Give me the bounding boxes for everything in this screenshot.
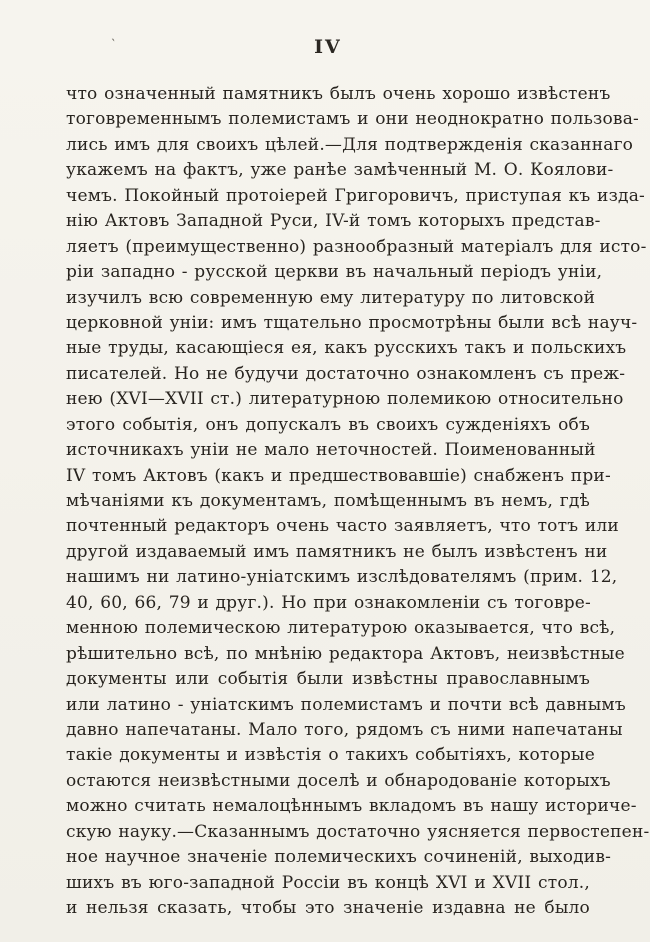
- text-line: тоговременнымъ полемистамъ и они неоднократно пользова-: [66, 109, 639, 130]
- text-line: почтенный редакторъ очень часто заявляетъ, что тотъ или: [66, 516, 619, 537]
- text-line: что означенный памятникъ былъ очень хорошо извѣстенъ: [66, 84, 611, 104]
- text-line: изучилъ всю современную ему литературу по литовской: [66, 287, 596, 308]
- text-line: этого событія, онъ допускалъ въ своихъ сужденіяхъ объ: [66, 414, 590, 435]
- text-line: и нельзя сказать, чтобы это значеніе издавна не было: [66, 898, 590, 918]
- scan-artifact: ˏ: [110, 25, 119, 43]
- text-line: рѣшительно всѣ, по мнѣнію редактора Актовъ, неизвѣстные: [66, 643, 625, 664]
- text-line: IV томъ Актовъ (какъ и предшествовавшіе) снабженъ при-: [66, 465, 611, 486]
- text-line: нію Актовъ Западной Руси, IV-й томъ которыхъ представ-: [66, 211, 601, 232]
- text-line: давно напечатаны. Мало того, рядомъ съ ними напечатаны: [66, 719, 623, 740]
- text-line: церковной уніи: имъ тщательно просмотрѣны были всѣ науч-: [66, 312, 638, 333]
- text-line: лись имъ для своихъ цѣлей.—Для подтвержденія сказаннаго: [66, 134, 634, 155]
- text-line: источникахъ уніи не мало неточностей. Поименованный: [66, 440, 596, 461]
- text-line: можно считать немалоцѣннымъ вкладомъ въ нашу историче-: [66, 796, 637, 817]
- text-line: другой издаваемый имъ памятникъ не былъ извѣстенъ ни: [66, 541, 608, 562]
- text-line: нашимъ ни латино-уніатскимъ изслѣдователямъ (прим. 12,: [66, 567, 618, 588]
- text-line: нею (XVI—XVII ст.) литературною полемикою относительно: [66, 389, 624, 410]
- text-line: укажемъ на фактъ, уже ранѣе замѣченный М. О. Коялови-: [66, 160, 614, 181]
- text-line: шихъ въ юго-западной Россіи въ концѣ XVI и XVII стол.,: [66, 872, 590, 893]
- text-block: [66, 82, 650, 921]
- text-line: 40, 60, 66, 79 и друг.). Но при ознакомленіи съ тоговре-: [66, 592, 591, 613]
- text-line: мѣчаніями къ документамъ, помѣщеннымъ въ немъ, гдѣ: [66, 491, 590, 511]
- text-line: документы или событія были извѣстны православнымъ: [66, 669, 590, 690]
- text-line: ные труды, касающіеся ея, какъ русскихъ такъ и польскихъ: [66, 338, 627, 359]
- page-number: IV: [314, 36, 342, 58]
- text-line: ное научное значеніе полемическихъ сочиненій, выходив-: [66, 847, 612, 868]
- text-line: ріи западно - русской церкви въ начальный періодъ уніи,: [66, 262, 603, 283]
- text-line: менною полемическою литературою оказывается, что всѣ,: [66, 618, 616, 639]
- text-line: чемъ. Покойный протоіерей Григоровичъ, приступая къ изда-: [66, 185, 646, 206]
- text-line: такіе документы и извѣстія о такихъ событіяхъ, которые: [66, 745, 596, 766]
- text-line: писателей. Но не будучи достаточно ознакомленъ съ преж-: [66, 363, 626, 384]
- text-line: скую науку.—Сказаннымъ достаточно уясняется первостепен-: [66, 821, 650, 842]
- text-line: или латино - уніатскимъ полемистамъ и почти всѣ давнымъ: [66, 694, 626, 715]
- text-line: остаются неизвѣстными доселѣ и обнародованіе которыхъ: [66, 770, 611, 791]
- text-line: ляетъ (преимущественно) разнообразный матеріалъ для исто-: [66, 236, 647, 257]
